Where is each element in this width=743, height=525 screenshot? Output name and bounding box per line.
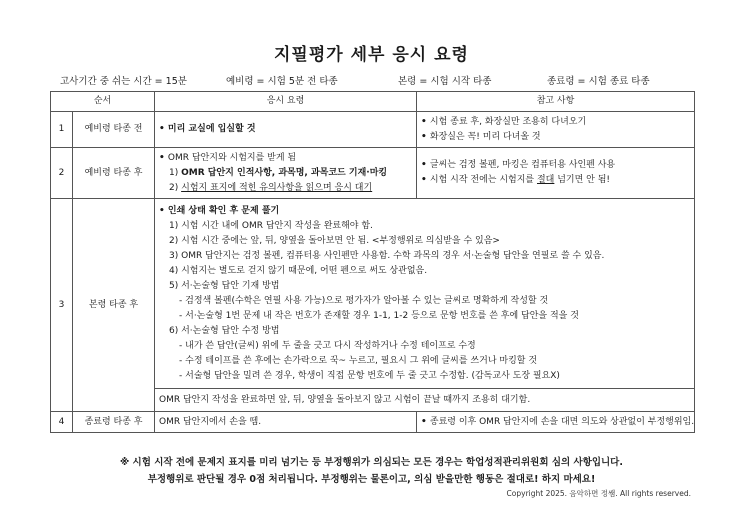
end-bell-info: 종료령 = 시험 종료 타종 <box>547 76 650 87</box>
note-part: 넘기면 안 됨! <box>554 175 611 185</box>
footer-warning-2: 부정행위로 판단될 경우 0점 처리됩니다. 부정행위는 물론이고, 의심 받을만한 행동은 절대로! 하지 마세요! <box>147 474 596 485</box>
instruction-text: • 인쇄 상태 확인 후 문제 풀기 <box>159 204 690 219</box>
header-order: 순서 <box>51 92 155 112</box>
step-text: 시험지 표지에 적힌 유의사항을 읽으며 응시 대기 <box>181 182 373 193</box>
row-instruction <box>155 199 695 389</box>
footer-warning-1: ※ 시험 시작 전에 문제지 표지를 미리 넘기는 등 부정행위가 의심되는 모든 경우는 학업성적관리위원회 심의 사항입니다. <box>120 457 623 468</box>
row-stage: 예비령 타종 후 <box>73 148 155 199</box>
copyright-text: Copyright 2025. 음악하면 정쌤. All rights reserved. <box>506 489 691 498</box>
note-part: 시험 시작 전에는 시험지를 <box>429 175 537 185</box>
main-bell-info: 본령 = 시험 시작 타종 <box>398 76 492 87</box>
rest-time-info: 고사기간 중 쉬는 시간 = 15분 <box>60 76 187 87</box>
note-text: • 종료령 이후 OMR 답안지에 손을 대면 의도와 상관없이 부정행위임. <box>421 415 690 430</box>
table-row <box>51 199 695 389</box>
table-row <box>51 148 695 199</box>
instruction-step <box>159 181 412 196</box>
row-stage: 본령 타종 후 <box>73 199 155 412</box>
note-text <box>421 173 690 188</box>
row-instruction: OMR 답안지에서 손을 뗌. <box>155 412 417 433</box>
instruction-step: 6) 서·논술형 답안 수정 방법 <box>169 325 280 336</box>
instruction-text: • 미리 교실에 입실할 것 <box>159 122 412 137</box>
row-instruction <box>155 112 417 148</box>
instruction-step: 5) 서·논술형 답안 기재 방법 <box>169 280 280 291</box>
row-notes <box>417 148 695 199</box>
instruction-substep: - 서·논술형 1번 문제 내 작은 번호가 존재할 경우 1-1, 1-2 등으로 문항 번호를 쓴 후에 답안을 적을 것 <box>179 310 579 321</box>
header-instructions: 응시 요령 <box>155 92 417 112</box>
instruction-step: 1) 시험 시간 내에 OMR 답안지 작성을 완료해야 함. <box>169 220 373 231</box>
instruction-substep: - 내가 쓴 답안(글씨) 위에 두 줄을 긋고 다시 작성하거나 수정 테이프로 수정 <box>179 340 476 351</box>
row-number: 4 <box>51 412 73 433</box>
note-text: • 화장실은 꼭! 미리 다녀올 것 <box>421 130 690 145</box>
row-number: 3 <box>51 199 73 412</box>
instruction-substep: - 검정색 볼펜(수학은 연필 사용 가능)으로 평가자가 알아볼 수 있는 글씨로 명확하게 작성할 것 <box>179 295 549 306</box>
instruction-table <box>50 91 695 433</box>
page-title: 지필평가 세부 응시 요령 <box>274 45 469 65</box>
row-extra-instruction: OMR 답안지 작성을 완료하면 앞, 뒤, 양옆을 돌아보지 않고 시험이 끝날 때까지 조용히 대기함. <box>155 389 695 412</box>
note-text: • 글씨는 검정 볼펜, 마킹은 컴퓨터용 사인펜 사용 <box>421 158 690 173</box>
instruction-step: 2) 시험 시간 중에는 앞, 뒤, 양옆을 돌아보면 안 됨. <부정행위로 의심받을 수 있음> <box>169 235 500 246</box>
instruction-step <box>159 166 412 181</box>
table-header-row <box>51 92 695 112</box>
instruction-step: 3) OMR 답안지는 검정 볼펜, 컴퓨터용 사인펜만 사용함. 수학 과목의 경우 서·논술형 답안을 연필로 쓸 수 있음. <box>169 250 605 261</box>
step-number: 1) <box>169 167 182 178</box>
instruction-step: 4) 시험지는 별도로 걷지 않기 때문에, 어떤 펜으로 써도 상관없음. <box>169 265 428 276</box>
row-stage: 종료령 타종 후 <box>73 412 155 433</box>
header-notes: 참고 사항 <box>417 92 695 112</box>
table-row <box>51 112 695 148</box>
row-number: 2 <box>51 148 73 199</box>
instruction-substep: - 수정 테이프를 쓴 후에는 손가락으로 꾹~ 누르고, 필요시 그 위에 글씨를 쓰거나 마킹할 것 <box>179 355 538 366</box>
row-instruction <box>155 148 417 199</box>
step-text: OMR 답안지 인적사항, 과목명, 과목코드 기재·마킹 <box>181 167 388 178</box>
note-emphasis: 절대 <box>536 175 555 185</box>
preliminary-bell-info: 예비령 = 시험 5분 전 타종 <box>226 76 338 87</box>
row-number: 1 <box>51 112 73 148</box>
note-text: • 시험 종료 후, 화장실만 조용히 다녀오기 <box>421 115 690 130</box>
instruction-substep: - 서술형 답안을 밀려 쓴 경우, 학생이 직접 문항 번호에 두 줄 긋고 수정함. (감독교사 도장 필요X) <box>179 370 560 381</box>
step-number: 2) <box>169 182 182 193</box>
row-stage: 예비령 타종 전 <box>73 112 155 148</box>
row-notes <box>417 112 695 148</box>
table-row <box>51 412 695 433</box>
row-notes <box>417 412 695 433</box>
instruction-text: • OMR 답안지와 시험지를 받게 됨 <box>159 151 412 166</box>
